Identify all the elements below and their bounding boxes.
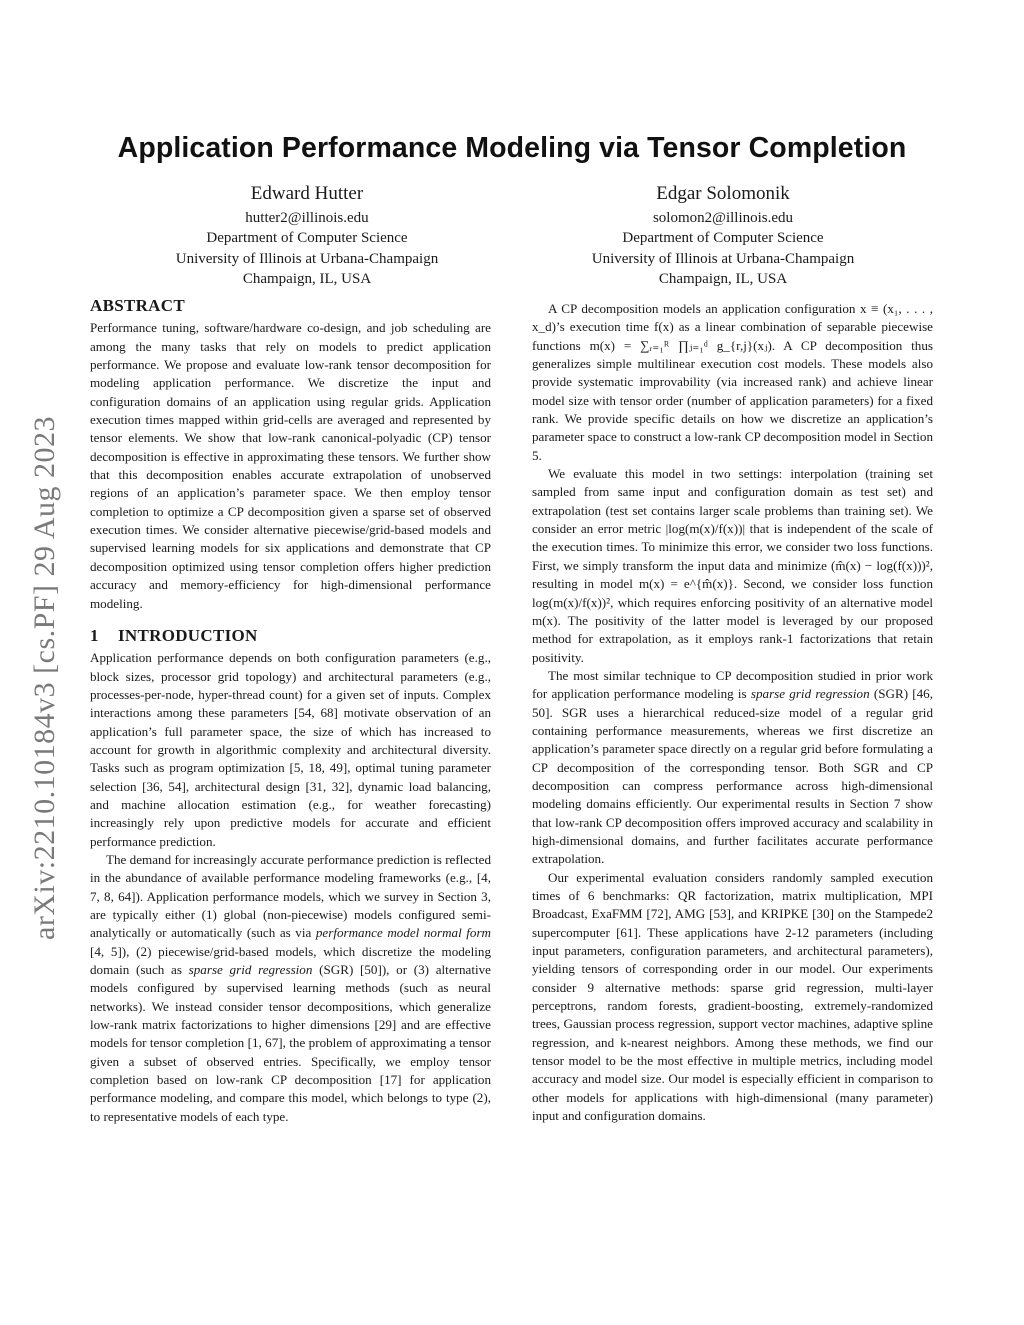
abstract-text: Performance tuning, software/hardware co-design, and job scheduling are among the many tasks that rely on models to predict application performance. We propose and evaluate low-rank tensor decomposition for modeling application performance. We discretize the input and configuration domains of an application using regular grids. Application execution times mapped within grid-cells are averaged and represented by tensor elements. We show that low-rank canonical-polyadic (CP) tensor decomposition is effective in approximating these tensors. We further show that this decomposition enables accurate extrapolation of unobserved regions of an application’s parameter space. We then employ tensor completion to optimize a CP decomposition given a sparse set of observed execution times. We consider alternative piecewise/grid-based models and supervised learning models for six applications and demonstrate that CP decomposition optimized using tensor completion offers higher prediction accuracy and memory-efficiency for high-dimensional performance modeling. xyxy=(90,320,491,611)
introduction-heading xyxy=(90,627,491,645)
right-paragraph-4: Our experimental evaluation considers randomly sampled execution times of 6 benchmarks: QR factorization, matrix multiplication, MPI Broadcast, ExaFMM [72], AMG [53], and KRIPKE [30] on the Stampede2 supercomputer [61]. These applications have 2-12 parameters (including input parameters, configuration parameters, and architectural parameters), yielding tensors of corresponding order in our model. Our experiments consider 9 alternative methods: sparse grid regression, multi-layer perceptrons, random forests, gradient-boosting, extremely-randomized trees, Gaussian process regression, support vector machines, adaptive spline regression, and k-nearest neighbors. Among these methods, we find our tensor model to be the most effective in multiple metrics, including model accuracy and model size. Our model is especially efficient in comparison to other models for applications with high-dimensional (many parameter) input and configuration domains. xyxy=(532,869,933,1124)
author-department: Department of Computer Science xyxy=(206,230,408,247)
emphasis: performance model normal form xyxy=(315,925,492,941)
text-run: (SGR) [50]), or (3) alternative models configured by supervised learning methods (such as neural networks). We instead consider tensor decompositions, which generalize low-rank matrix factorizations to higher dimensions [29] and are effective models for tensor completion [1, 67], the problem of approximating a tensor given a subset of observed entries. Specifically, we employ tensor completion based on low-rank CP decomposition [17] for application performance modeling, and compare this model, which belongs to type (2), to representative models of each type. xyxy=(90,962,491,1124)
emphasis: sparse grid regression xyxy=(188,962,313,978)
author-email: hutter2@illinois.edu xyxy=(245,210,369,226)
emphasis: sparse grid regression xyxy=(750,686,870,702)
text-run: [4, 5]), (2) piecewise/grid-based models, which discretize the modeling domain (such as xyxy=(90,943,491,978)
right-paragraph-1: A CP decomposition models an application configuration x ≡ (x₁, . . . , x_d)’s execution time f(x) as a linear combination of separable piecewise functions m(x) = ∑ᵣ₌₁ᴿ ∏ⱼ₌₁ᵈ g_{r,j}(xⱼ). A CP decomposition thus generalizes simple multilinear execution cost models. These models also provide systematic improvability (via increased rank) and achieve linear model size with tensor order (number of application parameters) for a fixed rank. We provide specific details on how we discretize an application’s parameter space to construct a low-rank CP decomposition model in Section 5. xyxy=(532,301,933,463)
intro-paragraph-1: Application performance depends on both configuration parameters (e.g., block sizes, processor grid topology) and architectural parameters (e.g., processes-per-node, hyper-thread count) for a given set of inputs. Complex interactions among these parameters [54, 68] motivate observation of an application’s full parameter space, the size of which has increased to account for growth in algorithmic complexity and architectural diversity. Tasks such as program optimization [5, 18, 49], optimal tuning parameter selection [36, 54], architectural design [31, 32], dynamic load balancing, and machine allocation estimation (e.g., for weather forecasting) increasingly rely upon predictive models for accurate and efficient performance prediction. xyxy=(90,650,491,849)
author-name: Edgar Solomonik xyxy=(656,183,790,204)
section-number: 1 xyxy=(90,625,99,645)
author-department: Department of Computer Science xyxy=(622,230,824,247)
text-run: The most similar technique to CP decomposition studied in prior work for application performance modeling is xyxy=(532,667,933,702)
arxiv-identifier: arXiv:2210.10184v3 [cs.PF] 29 Aug 2023 xyxy=(28,416,61,940)
left-column xyxy=(90,297,491,1126)
paper-title: Application Performance Modeling via Tensor Completion xyxy=(117,132,907,164)
author-university: University of Illinois at Urbana-Champaign xyxy=(175,250,439,267)
abstract-heading: ABSTRACT xyxy=(90,296,185,315)
author-location: Champaign, IL, USA xyxy=(658,270,788,287)
right-column xyxy=(532,300,933,1125)
author-block-2 xyxy=(533,182,913,289)
text-run: (SGR) [46, 50]. SGR uses a hierarchical reduced-size model of a regular grid containing performance measurements, whereas we first discretize an application’s parameter space directly on a regular grid before formulating a CP decomposition of the corresponding tensor. Both SGR and CP decomposition can compress performance across high-dimensional modeling domains efficiently. Our experimental results in Section 7 show that low-rank CP decomposition offers improved accuracy and scalability in high-dimensional domains, and further facilitates accurate performance extrapolation. xyxy=(532,686,933,867)
section-title: INTRODUCTION xyxy=(118,625,258,645)
author-name: Edward Hutter xyxy=(250,183,364,204)
author-block-1 xyxy=(117,182,497,289)
author-location: Champaign, IL, USA xyxy=(242,270,372,287)
right-paragraph-2: We evaluate this model in two settings: interpolation (training set sampled from same input and configuration domain as test set) and extrapolation (test set contains larger scale problems than training set). We consider an error metric |log(m(x)/f(x))| that is independent of the scale of the execution times. To minimize this error, we consider two loss functions. First, we simply transform the input data and minimize (m̂(x) − log(f(x)))², resulting in model m(x) = e^{m̂(x)}. Second, we consider loss function log(m(x)/f(x))², which requires enforcing positivity of an alternative model m(x). The positivity of the latter model is leveraged by our proposed method for extrapolation, as it employs rank-1 factorizations that retain positivity. xyxy=(532,466,933,665)
right-paragraph-3 xyxy=(532,667,933,869)
author-email: solomon2@illinois.edu xyxy=(652,210,794,226)
intro-paragraph-2 xyxy=(90,851,491,1126)
author-university: University of Illinois at Urbana-Champaign xyxy=(591,250,855,267)
text-run: The demand for increasingly accurate performance prediction is reflected in the abundance of available performance modeling frameworks (e.g., [4, 7, 8, 64]). Application performance models, which we survey in Section 3, are typically either (1) global (non-piecewise) models configured semi-analytically or automatically (such as via xyxy=(90,851,491,941)
